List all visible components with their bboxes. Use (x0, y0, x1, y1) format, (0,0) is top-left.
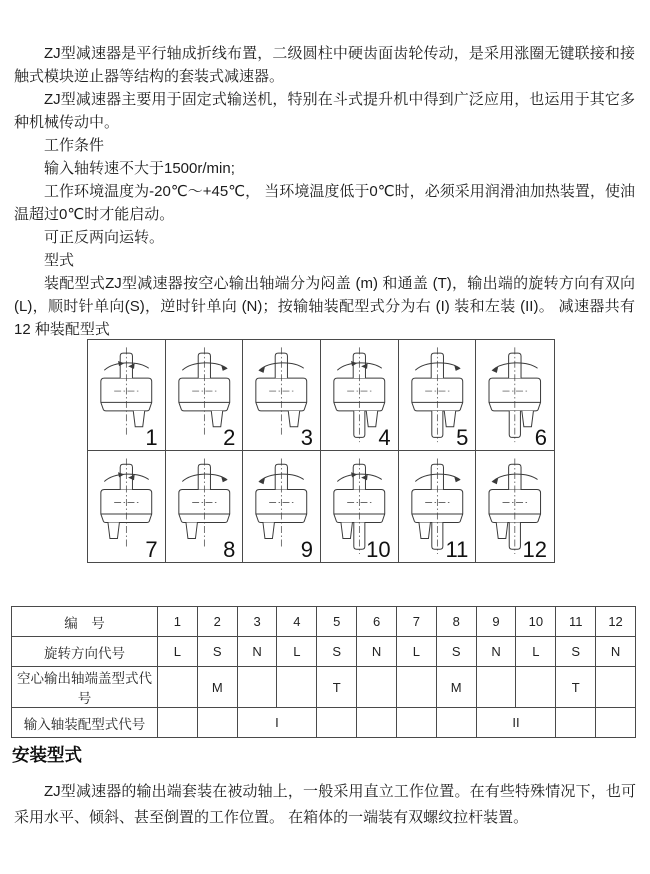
table-cell: M (436, 667, 476, 708)
table-cell: L (158, 637, 198, 667)
table-cell: II (476, 708, 556, 738)
table-cell (396, 667, 436, 708)
assembly-type-number: 11 (445, 537, 469, 562)
assembly-type-cell-7 (88, 451, 166, 562)
table-cell: T (556, 667, 596, 708)
assembly-type-cell-2 (166, 340, 244, 451)
table-row (12, 607, 636, 637)
table-cell (476, 667, 516, 708)
assembly-type-cell-6 (476, 340, 554, 451)
assembly-type-number: 4 (378, 425, 391, 450)
table-cell: 7 (396, 607, 436, 637)
install-section-paragraph: ZJ型减速器的输出端套装在被动轴上，一般采用直立工作位置。在有些特殊情况下，也可采用水平、倾斜、甚至倒置的工作位置。 在箱体的一端装有双螺纹拉杆装置。 (14, 783, 636, 826)
output-shaft-stub (263, 523, 274, 539)
assembly-type-number: 9 (300, 537, 313, 562)
table-cell (556, 708, 596, 738)
assembly-type-cell-4 (321, 340, 399, 451)
assembly-type-cell-8 (166, 451, 244, 562)
table-cell (357, 667, 397, 708)
table-cell: 6 (357, 607, 397, 637)
table-cell: 12 (596, 607, 636, 637)
table-row (12, 708, 636, 738)
spec-table-body (12, 607, 636, 738)
table-cell: 8 (436, 607, 476, 637)
output-shaft-stub (419, 523, 430, 539)
table-cell: 9 (476, 607, 516, 637)
table-cell: N (357, 637, 397, 667)
paragraph-input-speed: 输入轴转速不大于1500r/min; (44, 160, 235, 177)
table-cell: S (436, 637, 476, 667)
table-cell (158, 667, 198, 708)
table-cell (277, 667, 317, 708)
output-shaft-stub (497, 523, 509, 539)
output-shaft-stub (289, 411, 300, 427)
table-cell (596, 667, 636, 708)
paragraph-application: ZJ型减速器主要用于固定式输送机，特别在斗式提升机中得到广泛应用，也运用于其它多种机械传动中。 (14, 91, 635, 131)
assembly-diagram-grid (87, 339, 555, 563)
table-cell: 2 (197, 607, 237, 637)
assembly-type-number: 8 (223, 537, 236, 562)
paragraph-overview: ZJ型减速器是平行轴成折线布置，二级圆柱中硬齿面齿轮传动，是采用涨圈无键联接和接触式模块逆止器等结构的套装式减速器。 (14, 45, 635, 85)
row-label: 编 号 (12, 607, 158, 637)
table-cell (158, 708, 198, 738)
table-cell: L (396, 637, 436, 667)
assembly-type-number: 12 (522, 537, 547, 562)
table-cell (516, 667, 556, 708)
table-cell: N (237, 637, 277, 667)
table-cell (436, 708, 476, 738)
table-cell: 3 (237, 607, 277, 637)
table-cell: 4 (277, 607, 317, 637)
paragraph-temperature: 工作环境温度为-20℃～+45℃， 当环境温度低于0℃时，必须采用润滑油加热装置，使油温超过0℃时才能启动。 (14, 183, 635, 223)
assembly-type-cell-1 (88, 340, 166, 451)
output-shaft-stub (108, 523, 119, 539)
table-cell: 5 (317, 607, 357, 637)
table-cell: 11 (556, 607, 596, 637)
assembly-type-number: 6 (534, 425, 547, 450)
assembly-type-number: 3 (300, 425, 313, 450)
assembly-type-number: 10 (366, 537, 391, 562)
output-shaft-stub (522, 411, 534, 427)
table-row (12, 667, 636, 708)
table-cell: N (476, 637, 516, 667)
output-shaft-stub (444, 411, 455, 427)
intro-text-block (14, 42, 635, 341)
output-shaft-stub (341, 523, 352, 539)
table-cell: N (596, 637, 636, 667)
table-cell: S (317, 637, 357, 667)
table-cell (237, 667, 277, 708)
paragraph-assembly-types: 装配型式ZJ型减速器按空心输出轴端分为闷盖 (m) 和通盖 (T)，输出端的旋转方向有双向 (L)，顺时针单向(S)，逆时针单向 (N)；按输轴装配型式分为右 (I) 装和左装 (II)。 减速器共有 12 种装配型式 (14, 275, 635, 338)
output-shaft-stub (133, 411, 144, 427)
output-shaft-stub (366, 411, 377, 427)
table-cell: L (516, 637, 556, 667)
table-cell (317, 708, 357, 738)
table-cell (357, 708, 397, 738)
subheading-type: 型式 (44, 252, 75, 269)
table-row (12, 637, 636, 667)
assembly-type-number: 2 (223, 425, 236, 450)
table-cell (197, 708, 237, 738)
assembly-type-cell-10 (321, 451, 399, 562)
assembly-type-cell-12 (476, 451, 554, 562)
table-cell: I (237, 708, 317, 738)
row-label: 空心输出轴端盖型式代号 (12, 667, 158, 708)
assembly-type-number: 1 (145, 425, 158, 450)
assembly-type-cell-9 (243, 451, 321, 562)
table-cell: M (197, 667, 237, 708)
output-shaft-stub (211, 411, 222, 427)
subheading-work-conditions: 工作条件 (44, 137, 105, 154)
table-cell (396, 708, 436, 738)
assembly-type-cell-3 (243, 340, 321, 451)
install-section-heading: 安装型式 (12, 745, 82, 765)
output-shaft-stub (186, 523, 197, 539)
row-label: 输入轴装配型式代号 (12, 708, 158, 738)
table-cell: 10 (516, 607, 556, 637)
table-cell: T (317, 667, 357, 708)
table-cell: S (197, 637, 237, 667)
table-cell: L (277, 637, 317, 667)
spec-table (11, 606, 636, 738)
paragraph-rotation: 可正反两向运转。 (44, 229, 165, 246)
row-label: 旋转方向代号 (12, 637, 158, 667)
table-cell: S (556, 637, 596, 667)
table-cell: 1 (158, 607, 198, 637)
assembly-type-number: 7 (145, 537, 158, 562)
table-cell (596, 708, 636, 738)
assembly-type-number: 5 (456, 425, 469, 450)
assembly-type-cell-11 (399, 451, 477, 562)
assembly-type-cell-5 (399, 340, 477, 451)
